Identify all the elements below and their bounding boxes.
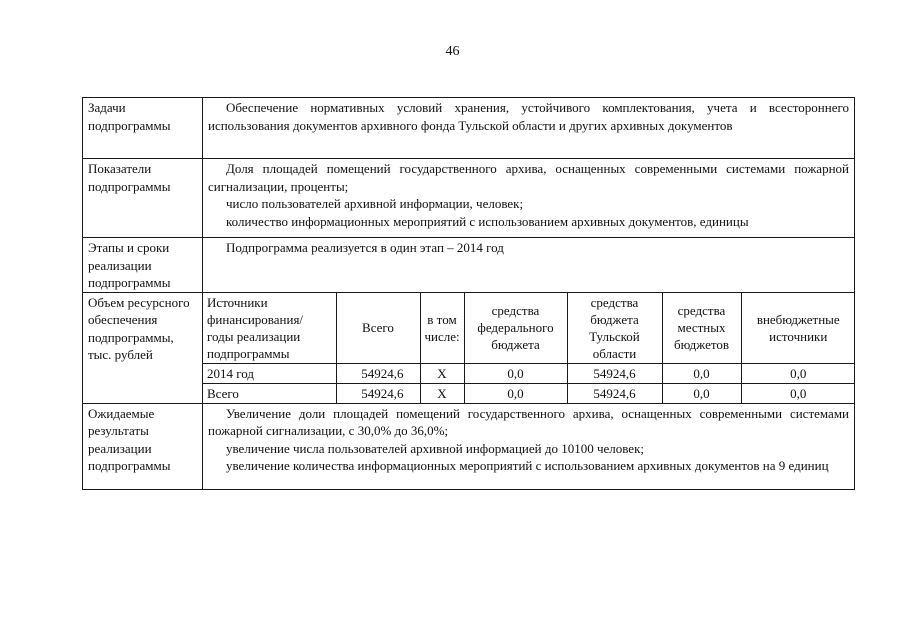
funding-including: Х: [420, 383, 464, 403]
funding-total: 54924,6: [336, 383, 420, 403]
resources-row: [83, 292, 855, 403]
funding-including: Х: [420, 363, 464, 383]
resources-content: [203, 292, 855, 403]
funding-row-total: [203, 383, 855, 403]
result-item: увеличение количества информационных мероприятий с использованием архивных документов на 9 единиц: [226, 458, 829, 473]
header-federal: средства федерального бюджета: [464, 293, 567, 364]
indicator-item: число пользователей архивной информации, человек;: [226, 196, 524, 211]
funding-total: 54924,6: [336, 363, 420, 383]
resources-label: Объем ресурсного обеспечения подпрограммы, тыс. рублей: [83, 292, 203, 403]
funding-local: 0,0: [662, 383, 741, 403]
indicators-row: [83, 159, 855, 238]
tasks-row: [83, 98, 855, 159]
funding-federal: 0,0: [464, 383, 567, 403]
funding-header-row: [203, 293, 855, 364]
page-number: 46: [445, 44, 460, 59]
result-item: увеличение числа пользователей архивной информацией до 10100 человек;: [226, 440, 645, 456]
funding-extra: 0,0: [741, 383, 855, 403]
header-total: Всего: [336, 293, 420, 364]
tasks-text: Обеспечение нормативных условий хранения, устойчивого комплектования, учета и всестороннего использования документов архивного фонда Тульской области и других архивных документов: [203, 98, 855, 159]
indicators-content: [203, 159, 855, 238]
results-row: [83, 403, 855, 489]
header-regional: средства бюджета Тульской области: [567, 293, 662, 364]
results-label: Ожидаемые результаты реализации подпрограммы: [83, 403, 203, 489]
header-extra: внебюджетные источники: [741, 293, 855, 364]
results-content: [203, 403, 855, 489]
funding-row-label: 2014 год: [203, 363, 336, 383]
funding-row-2014: [203, 363, 855, 383]
header-including: в том числе:: [420, 293, 464, 364]
funding-local: 0,0: [662, 363, 741, 383]
header-local: средства местных бюджетов: [662, 293, 741, 364]
stages-text: Подпрограмма реализуется в один этап – 2014 год: [203, 238, 855, 293]
subprogram-passport-table: [82, 97, 855, 490]
funding-extra: 0,0: [741, 363, 855, 383]
tasks-label: Задачи подпрограммы: [83, 98, 203, 159]
stages-label: Этапы и сроки реализации подпрограммы: [83, 238, 203, 293]
indicator-item: количество информационных мероприятий с использованием архивных документов, единицы: [226, 213, 749, 229]
funding-regional: 54924,6: [567, 383, 662, 403]
funding-table: [203, 293, 855, 403]
result-item: Увеличение доли площадей помещений государственного архива, оснащенных современными системами пожарной сигнализации, с 30,0% до 36,0%;: [208, 405, 849, 438]
funding-row-label: Всего: [203, 383, 336, 403]
indicators-label: Показатели подпрограммы: [83, 159, 203, 238]
indicator-item: Доля площадей помещений государственного архива, оснащенных современными системами пожарной сигнализации, проценты;: [208, 161, 849, 194]
stages-row: [83, 238, 855, 293]
funding-regional: 54924,6: [567, 363, 662, 383]
funding-federal: 0,0: [464, 363, 567, 383]
header-source: Источники финансирования/ годы реализации подпрограммы: [203, 293, 336, 364]
